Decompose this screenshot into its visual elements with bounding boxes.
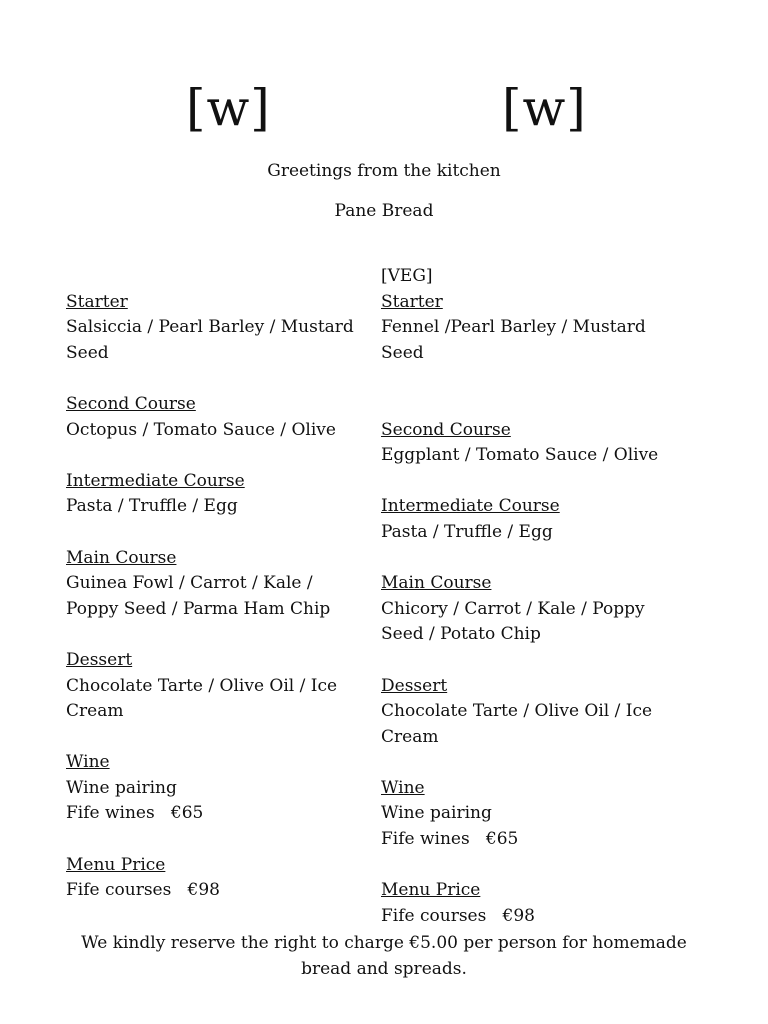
second-course-section xyxy=(381,418,691,469)
starter-section xyxy=(66,290,366,367)
wine-price: Fife wines €65 xyxy=(66,803,204,824)
dessert-items: Chocolate Tarte / Olive Oil / Ice Cream xyxy=(66,675,338,722)
dessert-items: Chocolate Tarte / Olive Oil / Ice Cream xyxy=(381,701,653,747)
intermediate-course-section xyxy=(66,469,366,520)
starter-section xyxy=(381,290,691,392)
wine-pairing-label: Wine pairing xyxy=(66,777,177,798)
logo-left: [w] xyxy=(186,79,271,137)
column-spacer xyxy=(66,264,366,290)
greeting-text: Greetings from the kitchen xyxy=(267,161,501,181)
section-title-menu-price: Menu Price xyxy=(66,854,166,875)
intermediate-course-section xyxy=(381,494,691,545)
bread-course: Pane Bread xyxy=(334,201,434,221)
section-title-starter: Starter xyxy=(381,291,443,312)
menu-price-section xyxy=(66,853,366,904)
menu-column-regular xyxy=(66,264,366,929)
section-title-wine: Wine xyxy=(381,777,425,798)
section-title-intermediate-course: Intermediate Course xyxy=(66,470,245,491)
column-spacer xyxy=(381,366,691,392)
second-course-items: Octopus / Tomato Sauce / Olive xyxy=(66,419,336,440)
section-title-starter: Starter xyxy=(66,291,128,312)
main-course-section xyxy=(381,571,691,648)
wine-price: Fife wines €65 xyxy=(381,829,519,850)
menu-price: Fife courses €98 xyxy=(381,905,535,926)
veg-tag: [VEG] xyxy=(381,266,433,286)
bread-charge-note: We kindly reserve the right to charge €5.00 per person for homemade bread and spreads. xyxy=(81,933,687,979)
intermediate-course-items: Pasta / Truffle / Egg xyxy=(381,521,553,542)
section-title-second-course: Second Course xyxy=(66,393,196,414)
section-title-dessert: Dessert xyxy=(381,675,448,696)
section-title-intermediate-course: Intermediate Course xyxy=(381,496,560,517)
wine-pairing-label: Wine pairing xyxy=(381,803,492,824)
main-course-items: Guinea Fowl / Carrot / Kale / Poppy Seed / Parma Ham Chip xyxy=(66,573,331,619)
main-course-items: Chicory / Carrot / Kale / Poppy Seed / Potato Chip xyxy=(381,598,645,645)
menu-price: Fife courses €98 xyxy=(66,880,220,901)
section-title-wine: Wine xyxy=(66,752,110,773)
wine-section xyxy=(66,750,366,827)
second-course-items: Eggplant / Tomato Sauce / Olive xyxy=(381,445,659,466)
menu-column-veg xyxy=(381,264,691,955)
logo-right: [w] xyxy=(502,79,587,137)
section-title-menu-price: Menu Price xyxy=(381,880,481,901)
section-title-main-course: Main Course xyxy=(381,573,492,594)
section-title-second-course: Second Course xyxy=(381,419,511,440)
second-course-section xyxy=(66,392,366,443)
dessert-section xyxy=(66,648,366,725)
menu-price-section xyxy=(381,878,691,929)
intermediate-course-items: Pasta / Truffle / Egg xyxy=(66,496,238,517)
wine-section xyxy=(381,776,691,853)
section-title-main-course: Main Course xyxy=(66,547,177,568)
section-title-dessert: Dessert xyxy=(66,649,133,670)
main-course-section xyxy=(66,546,366,623)
starter-items: Fennel /Pearl Barley / Mustard Seed xyxy=(381,317,646,363)
starter-items: Salsiccia / Pearl Barley / Mustard Seed xyxy=(66,317,354,363)
dessert-section xyxy=(381,674,691,751)
